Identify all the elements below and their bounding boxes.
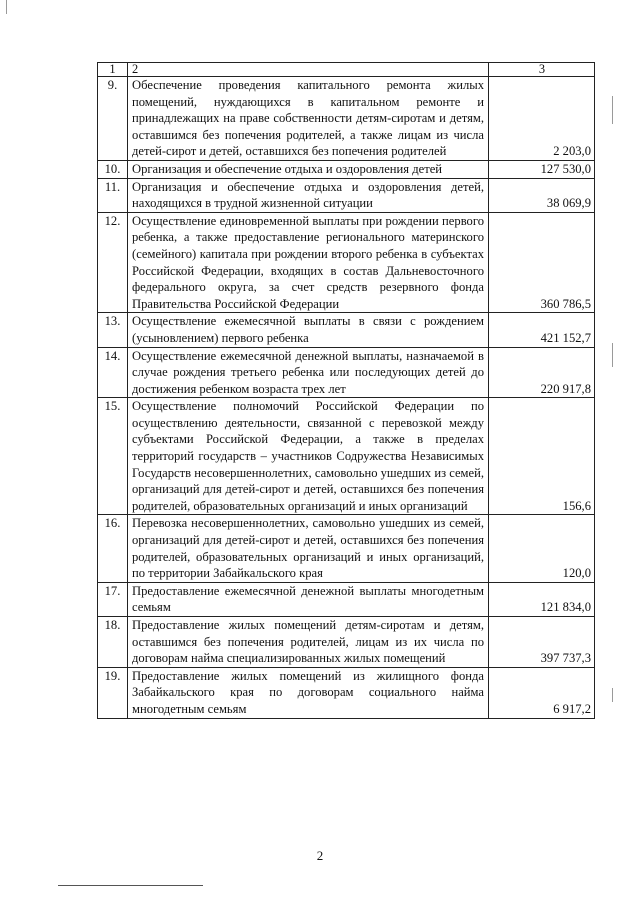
table-row bbox=[98, 212, 595, 313]
row-amount: 38 069,9 bbox=[489, 178, 595, 212]
row-number: 15. bbox=[98, 398, 128, 515]
page-number: 2 bbox=[316, 848, 324, 863]
table-row bbox=[98, 77, 595, 161]
header-row bbox=[98, 63, 595, 77]
row-description: Предоставление жилых помещений из жилищного фонда Забайкальского края по договорам социального найма многодетным семьям bbox=[128, 667, 489, 718]
row-description: Перевозка несовершеннолетних, самовольно ушедших из семей, организаций для детей-сирот и детей, оставшихся без попечения родителей, образовательных организаций и иных организаций, по территории Забайкальского края bbox=[128, 515, 489, 582]
row-amount: 121 834,0 bbox=[489, 582, 595, 616]
row-amount: 2 203,0 bbox=[489, 77, 595, 161]
table-row bbox=[98, 667, 595, 718]
row-amount: 397 737,3 bbox=[489, 617, 595, 668]
footnote-divider bbox=[58, 885, 203, 886]
row-number: 18. bbox=[98, 617, 128, 668]
table-row bbox=[98, 582, 595, 616]
row-number: 13. bbox=[98, 313, 128, 347]
header-col-2: 2 bbox=[128, 63, 489, 77]
table-row bbox=[98, 160, 595, 178]
row-amount: 360 786,5 bbox=[489, 212, 595, 313]
scan-mark bbox=[612, 96, 613, 124]
header-col-3: 3 bbox=[489, 63, 595, 77]
row-description: Организация и обеспечение отдыха и оздоровления детей bbox=[128, 160, 489, 178]
table-row bbox=[98, 398, 595, 515]
row-number: 12. bbox=[98, 212, 128, 313]
row-description: Обеспечение проведения капитального ремонта жилых помещений, нуждающихся в капитальном ремонте и принадлежащих на праве собственности детям-сиротам и детям, оставшимся без попечения родителей, а также лицам из числа детей-сирот и детей, оставшихся без попечения родителей bbox=[128, 77, 489, 161]
row-amount: 127 530,0 bbox=[489, 160, 595, 178]
row-description: Предоставление ежемесячной денежной выплаты многодетным семьям bbox=[128, 582, 489, 616]
scan-mark bbox=[612, 688, 613, 702]
row-number: 14. bbox=[98, 347, 128, 398]
row-amount: 6 917,2 bbox=[489, 667, 595, 718]
header-col-1: 1 bbox=[98, 63, 128, 77]
row-number: 17. bbox=[98, 582, 128, 616]
row-number: 16. bbox=[98, 515, 128, 582]
table-row bbox=[98, 178, 595, 212]
row-description: Организация и обеспечение отдыха и оздоровления детей, находящихся в трудной жизненной ситуации bbox=[128, 178, 489, 212]
row-amount: 120,0 bbox=[489, 515, 595, 582]
row-number: 19. bbox=[98, 667, 128, 718]
row-amount: 156,6 bbox=[489, 398, 595, 515]
row-description: Осуществление ежемесячной выплаты в связи с рождением (усыновлением) первого ребенка bbox=[128, 313, 489, 347]
table-row bbox=[98, 617, 595, 668]
row-description: Осуществление единовременной выплаты при рождении первого ребенка, а также предоставление регионального материнского (семейного) капитала при рождении второго ребенка в субъектах Российской Федерации, входящих в состав Дальневосточного федерального округа, за счет средств резервного фонда Правительства Российской Федерации bbox=[128, 212, 489, 313]
scan-mark bbox=[612, 343, 613, 367]
row-amount: 220 917,8 bbox=[489, 347, 595, 398]
row-number: 9. bbox=[98, 77, 128, 161]
scan-mark bbox=[6, 0, 7, 14]
table-row bbox=[98, 313, 595, 347]
row-description: Осуществление ежемесячной денежной выплаты, назначаемой в случае рождения третьего ребенка или последующих детей до достижения ребенком возраста трех лет bbox=[128, 347, 489, 398]
row-description: Предоставление жилых помещений детям-сиротам и детям, оставшимся без попечения родителей, лицам из их числа по договорам найма специализированных жилых помещений bbox=[128, 617, 489, 668]
row-amount: 421 152,7 bbox=[489, 313, 595, 347]
table-row bbox=[98, 347, 595, 398]
row-number: 10. bbox=[98, 160, 128, 178]
row-number: 11. bbox=[98, 178, 128, 212]
budget-table bbox=[97, 62, 595, 719]
row-description: Осуществление полномочий Российской Федерации по осуществлению деятельности, связанной с перевозкой между субъектами Российской Федерации, а также в пределах территорий государств – участников Содружества Независимых Государств несовершеннолетних, самовольно ушедших из семей, организаций для детей-сирот и детей, оставшихся без попечения родителей, образовательных организаций и иных организаций bbox=[128, 398, 489, 515]
table-row bbox=[98, 515, 595, 582]
